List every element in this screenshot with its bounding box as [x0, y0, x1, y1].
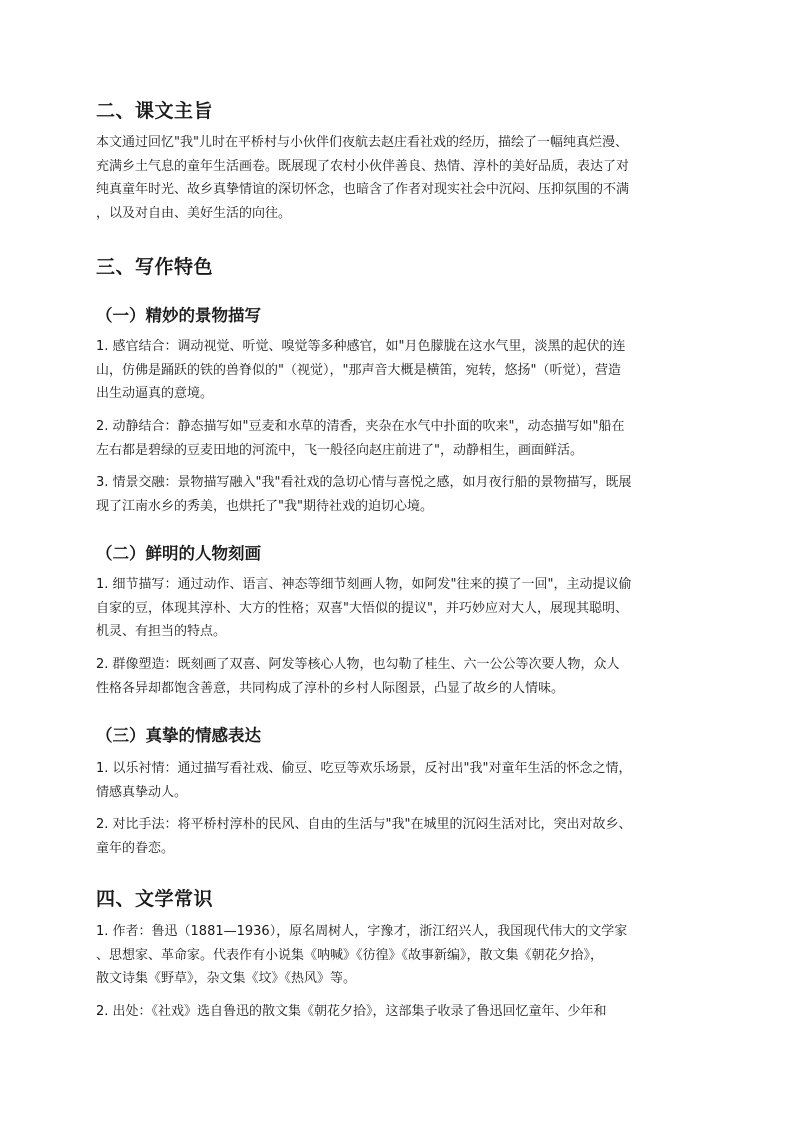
- text-line: 性格各异却都饱含善意，共同构成了淳朴的乡村人际图景，凸显了故乡的人情味。: [96, 680, 565, 696]
- text-line: 1. 细节描写：通过动作、语言、神态等细节刻画人物，如阿发"往来的摸了一回"，主动提议偷: [96, 577, 632, 592]
- text-line: 自家的豆，体现其淳朴、大方的性格；双喜"大悟似的提议"，并巧妙应对大人，展现其聪明、: [96, 600, 628, 616]
- text-line: 山，仿佛是踊跃的铁的兽脊似的"（视觉），"那声音大概是横笛，宛转，悠扬"（听觉），营造: [96, 362, 621, 378]
- characters-paragraph-2: [96, 653, 620, 700]
- text-line: 2. 动静结合：静态描写如"豆麦和水草的清香，夹杂在水气中扑面的吹来"，动态描写如"船在: [96, 419, 625, 434]
- text-line: 1. 以乐衬情：通过描写看社戏、偷豆、吃豆等欢乐场景，反衬出"我"对童年生活的怀念之情，: [96, 761, 632, 776]
- text-line: 散文诗集《野草》，杂文集《坟》《热风》等。: [96, 971, 357, 986]
- text-line: 机灵、有担当的特点。: [96, 624, 227, 639]
- text-line: 2. 出处：《社戏》选自鲁迅的散文集《朝花夕拾》，这部集子收录了鲁迅回忆童年、少年和: [96, 1004, 607, 1019]
- text-line: 2. 群像塑造：既刻画了双喜、阿发等核心人物，也勾勒了桂生、六一公公等次要人物，众人: [96, 657, 620, 672]
- literary-paragraph-2: [96, 1000, 607, 1024]
- scenery-paragraph-1: [96, 335, 626, 406]
- scenery-paragraph-2: [96, 415, 624, 462]
- text-line: 本文通过回忆"我"儿时在平桥村与小伙伴们夜航去赵庄看社戏的经历，描绘了一幅纯真烂漫、: [96, 135, 628, 150]
- text-line: 2. 对比手法：将平桥村淳朴的民风、自由的生活与"我"在城里的沉闷生活对比，突出对故乡、: [96, 817, 632, 832]
- text-line: 童年的眷恋。: [96, 840, 175, 856]
- text-line: 左右都是碧绿的豆麦田地的河流中，飞一般径向赵庄前进了"，动静相生，画面鲜活。: [96, 442, 583, 458]
- characters-paragraph-1: [96, 573, 632, 644]
- text-line: 充满乡土气息的童年生活画卷。既展现了农村小伙伴善良、热情、淳朴的美好品质，表达了对: [96, 158, 630, 174]
- scenery-paragraph-3: [96, 471, 632, 518]
- text-line: ，以及对自由、美好生活的向往。: [96, 205, 292, 221]
- section-heading-literary-knowledge: 四、文学常识: [96, 888, 214, 910]
- text-line: 3. 情景交融：景物描写融入"我"看社戏的急切心情与喜悦之感，如月夜行船的景物描写，既展: [96, 475, 632, 490]
- text-line: 1. 感官结合：调动视觉、听觉、嗅觉等多种感官，如"月色朦胧在这水气里，淡黑的起伏的连: [96, 339, 626, 354]
- subsection-heading-characters: （二）鲜明的人物刻画: [96, 544, 261, 563]
- literary-paragraph-1: [96, 920, 627, 991]
- text-line: 情感真挚动人。: [96, 784, 188, 800]
- text-line: 纯真童年时光、故乡真挚情谊的深切怀念，也暗含了作者对现实社会中沉闷、压抑氛围的不满: [96, 182, 630, 197]
- text-line: 、思想家、革命家。代表作有小说集《呐喊》《彷徨》《故事新编》，散文集《朝花夕拾》，: [96, 947, 604, 963]
- section-heading-theme: 二、课文主旨: [96, 100, 214, 122]
- emotion-paragraph-2: [96, 813, 632, 860]
- subsection-heading-emotion: （三）真挚的情感表达: [96, 726, 261, 745]
- section-heading-writing-features: 三、写作特色: [96, 256, 214, 278]
- text-line: 1. 作者：鲁迅（1881—1936），原名周树人，字豫才，浙江绍兴人，我国现代伟大的文学家: [96, 924, 628, 939]
- text-line: 现了江南水乡的秀美，也烘托了"我"期待社戏的迫切心境。: [96, 498, 433, 514]
- text-line: 出生动逼真的意境。: [96, 386, 214, 401]
- theme-paragraph: [96, 131, 629, 225]
- emotion-paragraph-1: [96, 757, 632, 804]
- subsection-heading-scenery: （一）精妙的景物描写: [96, 306, 261, 325]
